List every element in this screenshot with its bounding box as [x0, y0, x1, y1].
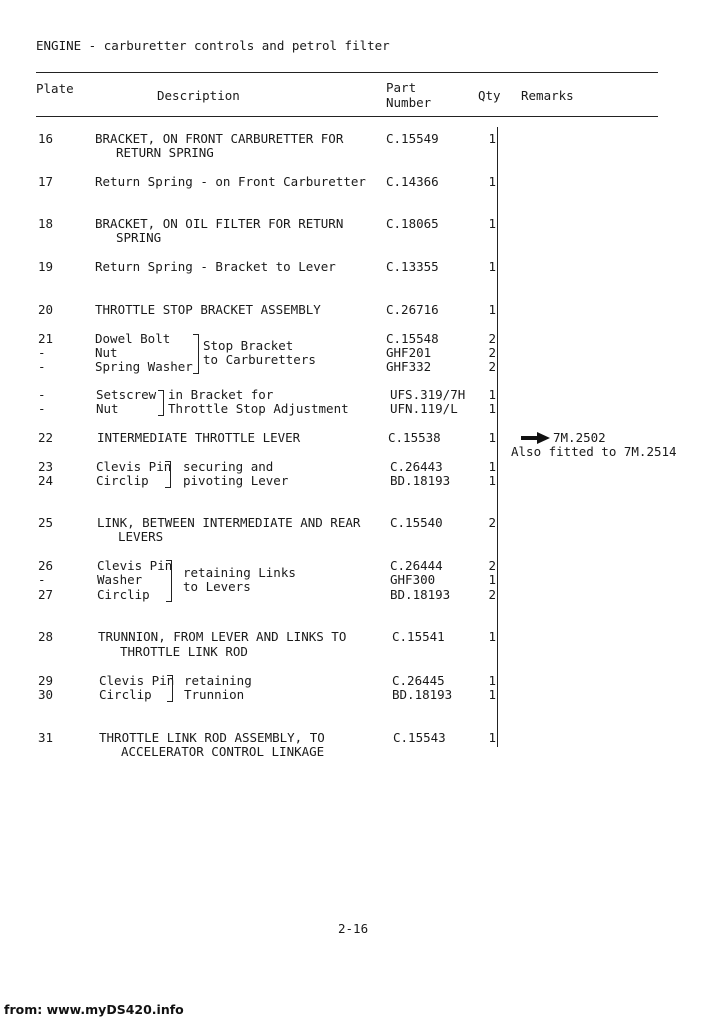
description: RETURN SPRING: [116, 145, 214, 160]
header-qty: Qty: [478, 88, 501, 103]
plate-number: 30: [38, 687, 54, 702]
quantity: 2: [488, 558, 496, 573]
source-watermark: from: www.myDS420.info: [4, 1002, 184, 1017]
plate-number: -: [38, 572, 46, 587]
group-note: in Bracket for: [168, 387, 274, 402]
group-note: to Levers: [183, 579, 251, 594]
quantity: 1: [488, 259, 496, 274]
description: Return Spring - Bracket to Lever: [95, 259, 336, 274]
plate-number: -: [38, 345, 46, 360]
plate-number: 20: [38, 302, 54, 317]
grouping-bracket: [167, 675, 173, 702]
description: Circlip: [96, 473, 149, 488]
plate-number: 27: [38, 587, 54, 602]
plate-number: 26: [38, 558, 54, 573]
part-number: C.26716: [386, 302, 439, 317]
header-plate: Plate: [36, 81, 74, 96]
part-number: C.26445: [392, 673, 445, 688]
description: SPRING: [116, 230, 162, 245]
group-note: Throttle Stop Adjustment: [168, 401, 349, 416]
part-number: UFN.119/L: [390, 401, 458, 416]
part-number: C.15540: [390, 515, 443, 530]
quantity: 1: [488, 572, 496, 587]
description: LINK, BETWEEN INTERMEDIATE AND REAR: [97, 515, 361, 530]
quantity: 1: [488, 629, 496, 644]
description: BRACKET, ON OIL FILTER FOR RETURN: [95, 216, 344, 231]
quantity: 2: [488, 331, 496, 346]
group-note: securing and: [183, 459, 274, 474]
part-number: C.15548: [386, 331, 439, 346]
quantity: 1: [488, 131, 496, 146]
quantity: 1: [488, 387, 496, 402]
part-number: BD.18193: [392, 687, 453, 702]
part-number: GHF201: [386, 345, 432, 360]
description: ACCELERATOR CONTROL LINKAGE: [121, 744, 325, 759]
group-note: Trunnion: [184, 687, 245, 702]
quantity: 1: [488, 673, 496, 688]
group-note: Stop Bracket: [203, 338, 294, 353]
plate-number: 31: [38, 730, 54, 745]
right-arrow-icon: [521, 432, 551, 444]
quantity: 1: [488, 302, 496, 317]
plate-number: 17: [38, 174, 54, 189]
description: Clevis Pin: [99, 673, 175, 688]
quantity: 1: [488, 459, 496, 474]
part-number: GHF300: [390, 572, 436, 587]
part-number: C.26443: [390, 459, 443, 474]
page-number: 2-16: [338, 921, 369, 936]
part-number: C.15538: [388, 430, 441, 445]
part-number: C.18065: [386, 216, 439, 231]
description: Clevis Pin: [96, 459, 172, 474]
description: Nut: [95, 345, 118, 360]
group-note: to Carburetters: [203, 352, 316, 367]
description: THROTTLE STOP BRACKET ASSEMBLY: [95, 302, 321, 317]
qty-column-divider: [497, 127, 498, 747]
quantity: 2: [488, 359, 496, 374]
description: Washer: [97, 572, 143, 587]
description: THROTTLE LINK ROD ASSEMBLY, TO: [99, 730, 325, 745]
quantity: 1: [488, 687, 496, 702]
plate-number: 21: [38, 331, 54, 346]
part-number: C.14366: [386, 174, 439, 189]
header-description: Description: [157, 88, 240, 103]
quantity: 1: [488, 216, 496, 231]
group-note: pivoting Lever: [183, 473, 289, 488]
quantity: 1: [488, 401, 496, 416]
quantity: 2: [488, 587, 496, 602]
quantity: 1: [488, 174, 496, 189]
grouping-bracket: [193, 334, 199, 374]
plate-number: -: [38, 359, 46, 374]
plate-number: 23: [38, 459, 54, 474]
quantity: 1: [488, 473, 496, 488]
description: Return Spring - on Front Carburetter: [95, 174, 366, 189]
group-note: retaining: [184, 673, 252, 688]
part-number: C.15541: [392, 629, 445, 644]
part-number: BD.18193: [390, 473, 451, 488]
description: Clevis Pin: [97, 558, 173, 573]
group-note: retaining Links: [183, 565, 296, 580]
plate-number: -: [38, 387, 46, 402]
remark: 7M.2502: [553, 430, 606, 445]
description: Setscrew: [96, 387, 157, 402]
part-number: C.15549: [386, 131, 439, 146]
grouping-bracket: [166, 560, 172, 602]
quantity: 1: [488, 730, 496, 745]
plate-number: 16: [38, 131, 54, 146]
quantity: 1: [488, 430, 496, 445]
description: BRACKET, ON FRONT CARBURETTER FOR: [95, 131, 344, 146]
plate-number: 18: [38, 216, 54, 231]
plate-number: -: [38, 401, 46, 416]
part-number: GHF332: [386, 359, 432, 374]
header-bottom-rule: [36, 116, 658, 117]
description: LEVERS: [118, 529, 164, 544]
description: Circlip: [97, 587, 150, 602]
grouping-bracket: [158, 390, 164, 416]
header-top-rule: [36, 72, 658, 73]
header-part-line2: Number: [386, 95, 432, 110]
quantity: 2: [488, 515, 496, 530]
description: Circlip: [99, 687, 152, 702]
part-number: C.26444: [390, 558, 443, 573]
plate-number: 24: [38, 473, 54, 488]
grouping-bracket: [165, 461, 171, 488]
description: Nut: [96, 401, 119, 416]
part-number: C.15543: [393, 730, 446, 745]
description: Dowel Bolt: [95, 331, 171, 346]
plate-number: 19: [38, 259, 54, 274]
part-number: UFS.319/7H: [390, 387, 466, 402]
plate-number: 22: [38, 430, 54, 445]
plate-number: 28: [38, 629, 54, 644]
plate-number: 25: [38, 515, 54, 530]
description: INTERMEDIATE THROTTLE LEVER: [97, 430, 301, 445]
remark: Also fitted to 7M.2514: [511, 444, 677, 459]
part-number: C.13355: [386, 259, 439, 274]
description: Spring Washer: [95, 359, 193, 374]
description: TRUNNION, FROM LEVER AND LINKS TO: [98, 629, 347, 644]
plate-number: 29: [38, 673, 54, 688]
part-number: BD.18193: [390, 587, 451, 602]
quantity: 2: [488, 345, 496, 360]
description: THROTTLE LINK ROD: [120, 644, 248, 659]
header-remarks: Remarks: [521, 88, 574, 103]
header-part-line1: Part: [386, 80, 417, 95]
page-title: ENGINE - carburetter controls and petrol filter: [36, 38, 390, 53]
